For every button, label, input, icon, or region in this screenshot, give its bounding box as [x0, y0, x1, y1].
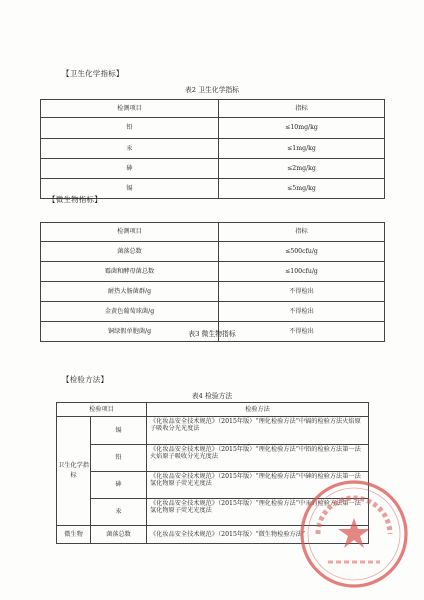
cell-limit: ≤10mg/kg [219, 118, 385, 139]
cell-test-method: 《化妆品安全技术规范》（2015年版）“微生物检验方法” [147, 526, 369, 544]
cell-limit: ≤5mg/kg [219, 179, 385, 199]
header-test-method: 检验方法 [147, 403, 369, 417]
header-item: 检测项目 [41, 100, 219, 118]
cell-item: 铜绿假单胞菌/g [41, 322, 219, 342]
cell-test-method: 《化妆品安全技术规范》（2015年版）“理化检验方法”中汞的检验方法第一法 氢化物原子荧光光度法 [147, 499, 369, 526]
cell-test-method: 《化妆品安全技术规范》（2015年版）“理化检验方法”中砷的检验方法第一法 氢化物原子荧光光度法 [147, 472, 369, 499]
cell-test-item: 铅 [91, 445, 147, 472]
cell-item: 镉 [41, 179, 219, 199]
table3-caption: 表3 微生物指标 [188, 330, 236, 338]
section-heading-methods: 【检验方法】 [62, 375, 109, 384]
table-chemical-indicators [40, 99, 385, 199]
cell-item: 霉菌和酵母菌总数 [41, 262, 219, 282]
table2-caption: 表2 卫生化学指标 [184, 86, 240, 94]
cell-item: 铅 [41, 118, 219, 139]
cell-test-item: 镉 [91, 417, 147, 445]
table-test-methods [56, 402, 369, 544]
cell-item: 汞 [41, 139, 219, 159]
table-row [57, 499, 369, 526]
cell-limit: 不得检出 [219, 302, 385, 322]
table-microbial-indicators [40, 222, 385, 342]
header-item: 检测项目 [41, 223, 219, 242]
table-row [57, 403, 369, 417]
cell-item: 金黄色葡萄球菌/g [41, 302, 219, 322]
cell-limit: ≤500cfu/g [219, 242, 385, 262]
table-row [41, 223, 385, 242]
table-row [41, 282, 385, 302]
table-row [41, 118, 385, 139]
cell-limit: 不得检出 [219, 322, 385, 342]
cell-limit: ≤100cfu/g [219, 262, 385, 282]
header-limit: 指标 [219, 100, 385, 118]
header-limit: 指标 [219, 223, 385, 242]
cell-item: 耐热大肠菌群/g [41, 282, 219, 302]
table-row [57, 417, 369, 445]
table-row [41, 139, 385, 159]
cell-limit: ≤1mg/kg [219, 139, 385, 159]
cell-test-item: 菌落总数 [91, 526, 147, 544]
table-row [57, 472, 369, 499]
table-row [41, 159, 385, 179]
cell-limit: ≤2mg/kg [219, 159, 385, 179]
table-row [57, 445, 369, 472]
table-row [41, 100, 385, 118]
cell-limit: 不得检出 [219, 282, 385, 302]
cell-test-item: 汞 [91, 499, 147, 526]
header-test-item: 检验项目 [57, 403, 147, 417]
cell-test-method: 《化妆品安全技术规范》（2015年版）“理化检验方法”中镉的检验方法火焰原子吸收分光光度法 [147, 417, 369, 445]
table-row [57, 526, 369, 544]
cell-item: 砷 [41, 159, 219, 179]
table-row [41, 242, 385, 262]
table-row [41, 262, 385, 282]
cell-item: 菌落总数 [41, 242, 219, 262]
table-row [41, 302, 385, 322]
section-heading-chemical: 【卫生化学指标】 [62, 69, 124, 78]
group-chemical: 卫生化学指标 [57, 417, 91, 526]
table4-caption: 表4 检验方法 [191, 392, 233, 400]
section-heading-microbial: 【微生物指标】 [48, 195, 102, 204]
group-microbial: 微生物 [57, 526, 91, 544]
cell-test-method: 《化妆品安全技术规范》（2015年版）“理化检验方法”中铅的检验方法第一法 火焰原子吸收分光光度法 [147, 445, 369, 472]
cell-test-item: 砷 [91, 472, 147, 499]
